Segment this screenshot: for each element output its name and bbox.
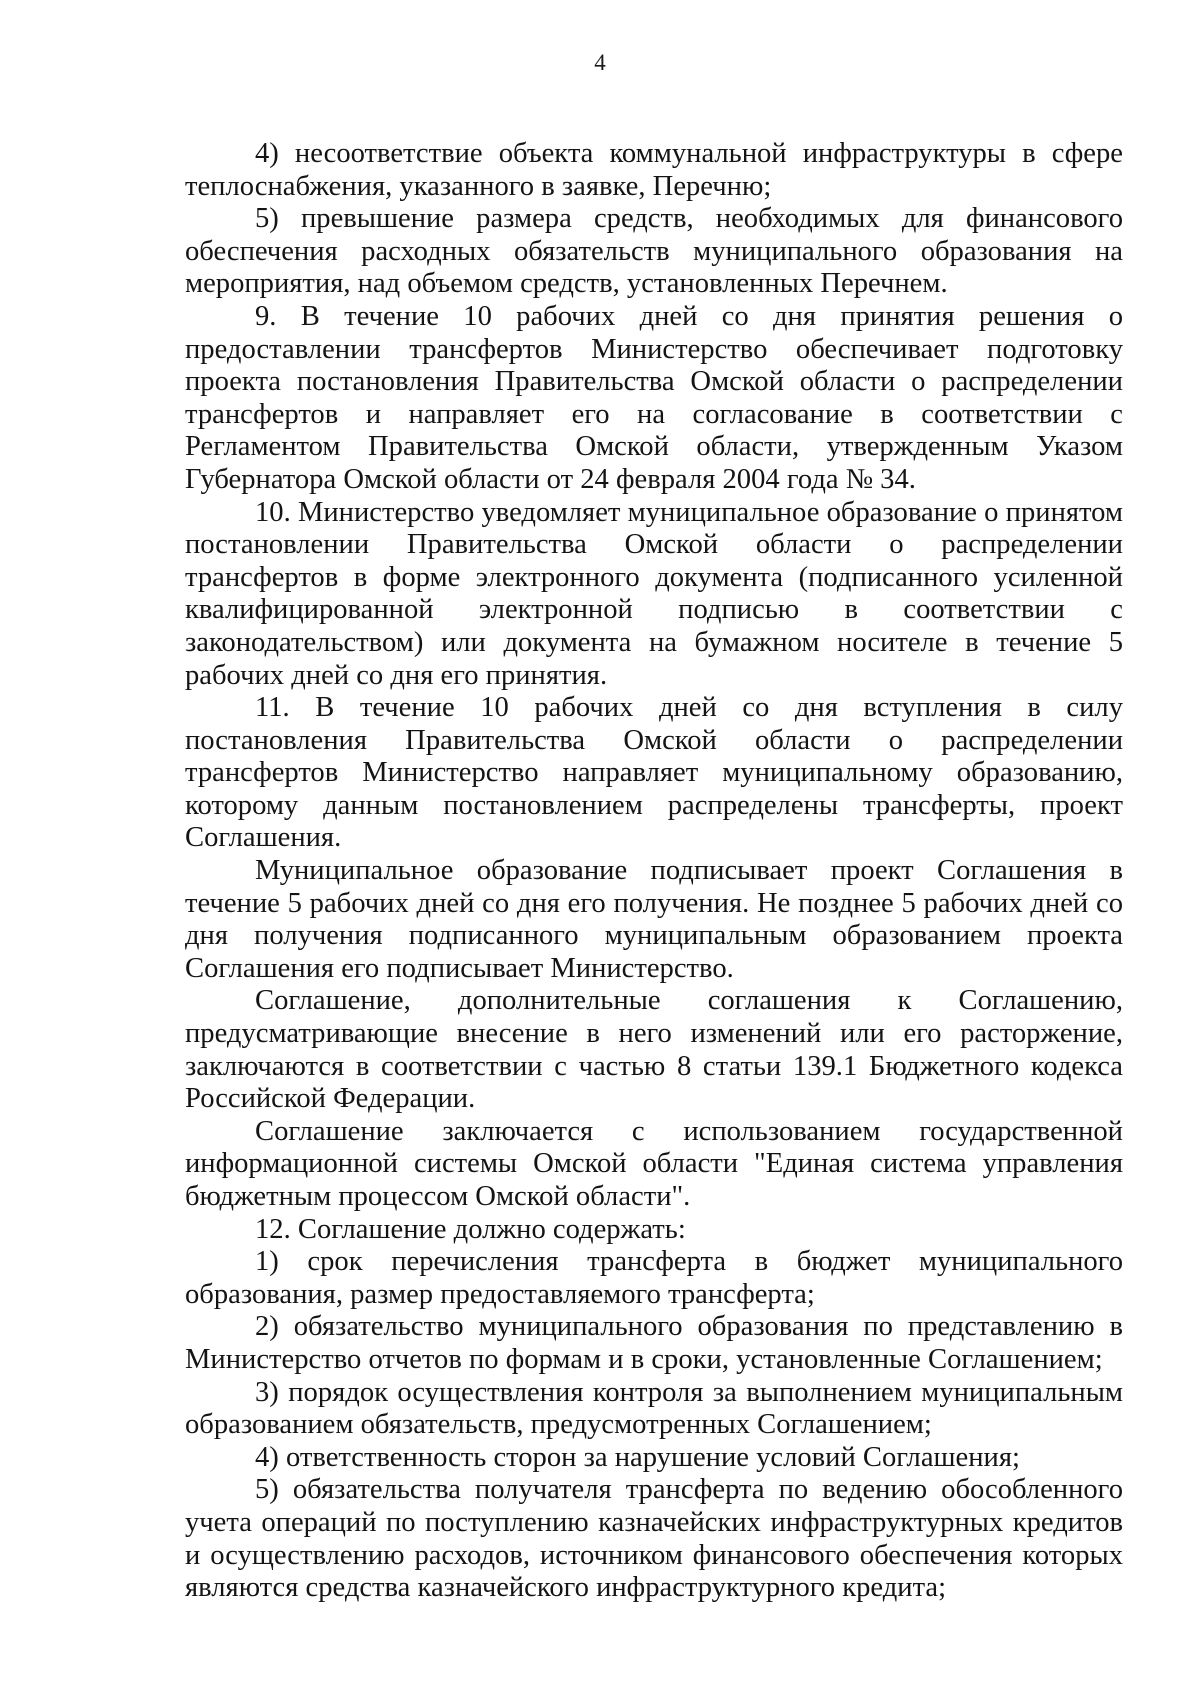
paragraph-clause-12-item-2: 2) обязательство муниципального образования по представлению в Министерство отчетов по формам и в сроки, установленные Соглашением; <box>185 1311 1123 1375</box>
paragraph-item-5: 5) превышение размера средств, необходимых для финансового обеспечения расходных обязательств муниципального образования на мероприятия, над объемом средств, установленных Перечнем. <box>185 203 1123 300</box>
paragraph-signing: Муниципальное образование подписывает проект Соглашения в течение 5 рабочих дней со дня его получения. Не позднее 5 рабочих дней со дня получения подписанного муниципальным образованием проекта Соглашения его подписывает Министерство. <box>185 855 1123 984</box>
paragraph-amendments: Соглашение, дополнительные соглашения к Соглашению, предусматривающие внесение в него изменений или его расторжение, заключаются в соответствии с частью 8 статьи 139.1 Бюджетного кодекса Российской Федерации. <box>185 985 1123 1115</box>
paragraph-clause-12-item-3: 3) порядок осуществления контроля за выполнением муниципальным образованием обязательств, предусмотренных Соглашением; <box>185 1376 1123 1441</box>
paragraph-information-system: Соглашение заключается с использованием государственной информационной системы Омской области "Единая система управления бюджетным процессом Омской области". <box>185 1115 1123 1212</box>
paragraph-clause-9: 9. В течение 10 рабочих дней со дня принятия решения о предоставлении трансфертов Министерство обеспечивает подготовку проекта постановления Правительства Омской области о распределении трансфертов и направляет его на согласование в соответствии с Регламентом Правительства Омской области, утвержденным Указом Губернатора Омской области от 24 февраля 2004 года № 34. <box>185 300 1123 495</box>
paragraph-item-4: 4) несоответствие объекта коммунальной инфраструктуры в сфере теплоснабжения, указанного в заявке, Перечню; <box>185 138 1123 202</box>
document-body <box>185 138 1123 1605</box>
paragraph-clause-12-item-4: 4) ответственность сторон за нарушение условий Соглашения; <box>255 1441 1020 1473</box>
paragraph-clause-11: 11. В течение 10 рабочих дней со дня вступления в силу постановления Правительства Омской области о распределении трансфертов Министерство направляет муниципальному образованию, которому данным постановлением распределены трансферты, проект Соглашения. <box>185 692 1123 854</box>
paragraph-clause-10: 10. Министерство уведомляет муниципальное образование о принятом постановлении Правительства Омской области о распределении трансфертов в форме электронного документа (подписанного усиленной квалифицированной электронной подписью в соответствии с законодательством) или документа на бумажном носителе в течение 5 рабочих дней со дня его принятия. <box>185 496 1123 691</box>
paragraph-clause-12-item-5: 5) обязательства получателя трансферта по ведению обособленного учета операций по поступлению казначейских инфраструктурных кредитов и осуществлению расходов, источником финансового обеспечения которых являются средства казначейского инфраструктурного кредита; <box>185 1474 1123 1604</box>
page-number: 4 <box>594 50 606 75</box>
paragraph-clause-12-item-1: 1) срок перечисления трансферта в бюджет муниципального образования, размер предоставляемого трансферта; <box>185 1246 1123 1310</box>
paragraph-clause-12: 12. Соглашение должно содержать: <box>255 1213 686 1245</box>
